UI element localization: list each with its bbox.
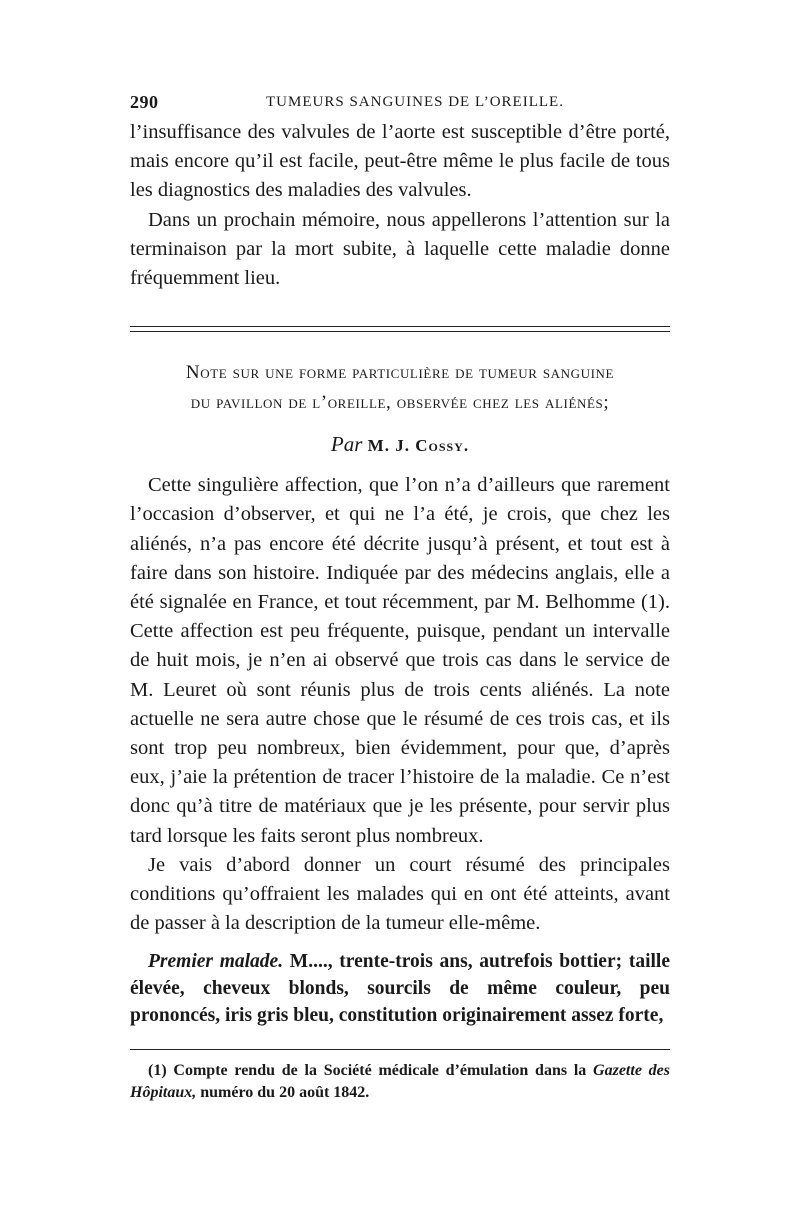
note-title-line-1: Note sur une forme particulière de tumeur sanguine	[185, 362, 615, 384]
footnote-journal: Gazette des Hôpitaux,	[130, 1061, 671, 1101]
book-page	[130, 92, 670, 1120]
byline-prefix: Par	[330, 432, 363, 457]
note-title-line-2: du pavillon de l’oreille, observée chez les aliénés;	[190, 392, 610, 414]
case-text: M...., trente-trois ans, autrefois bottier; taille élevée, cheveux blonds, sourcils de même couleur, peu prononcés, iris gris bleu, constitution originairement assez forte,	[130, 951, 670, 1027]
footnote-rule	[130, 1049, 670, 1050]
footnote-text: (1) Compte rendu de la Société médicale d’émulation dans la	[148, 1061, 594, 1079]
body-paragraph-1: Cette singulière affection, que l’on n’a d’ailleurs que rarement l’occasion d’observer, et qui ne l’a été, je crois, que chez les aliénés, n’a pas encore été décrite jusqu’à présent, et tout est à faire dans son histoire. Indiquée par des médecins anglais, elle a été signalée en France, et tout récemment, par M. Belhomme (1). Cette affection est peu fréquente, puisque, pendant un intervalle de huit mois, je n’en ai observé que trois cas dans le service de M. Leuret où sont réunis plus de trois cents aliénés. La note actuelle ne sera autre chose que le résumé de ces trois cas, et ils sont trop peu nombreux, bien évidemment, pour que, d’après eux, j’aie la prétention de tracer l’histoire de la maladie. Ce n’est donc qu’à titre de matériaux que je les présente, pour servir plus tard lorsque les faits seront plus nombreux.	[130, 474, 670, 847]
footnote-date: numéro du 20 août 1842.	[196, 1083, 370, 1101]
author-byline	[130, 432, 670, 457]
running-title: TUMEURS SANGUINES DE L’OREILLE.	[266, 94, 564, 110]
note-title	[130, 358, 670, 418]
page-number: 290	[130, 92, 159, 112]
case-label: Premier malade.	[148, 951, 284, 973]
intro-paragraph-closing: Dans un prochain mémoire, nous appellerons l’attention sur la terminaison par la mort subite, à laquelle cette maladie donne fréquemment lieu.	[130, 208, 670, 290]
running-head	[130, 92, 670, 118]
section-double-rule	[130, 326, 670, 332]
footnote	[130, 1060, 670, 1104]
author-name: M. J. Cossy.	[367, 436, 470, 456]
intro-paragraph-continued: l’insuffisance des valvules de l’aorte est susceptible d’être porté, mais encore qu’il est facile, peut-être même le plus facile de tous les diagnostics des maladies des valvules.	[130, 121, 670, 202]
case-paragraph	[130, 948, 670, 1029]
note-body	[130, 471, 670, 938]
body-paragraph-2: Je vais d’abord donner un court résumé des principales conditions qu’offraient les malades qui en ont été atteints, avant de passer à la description de la tumeur elle-même.	[130, 853, 670, 935]
